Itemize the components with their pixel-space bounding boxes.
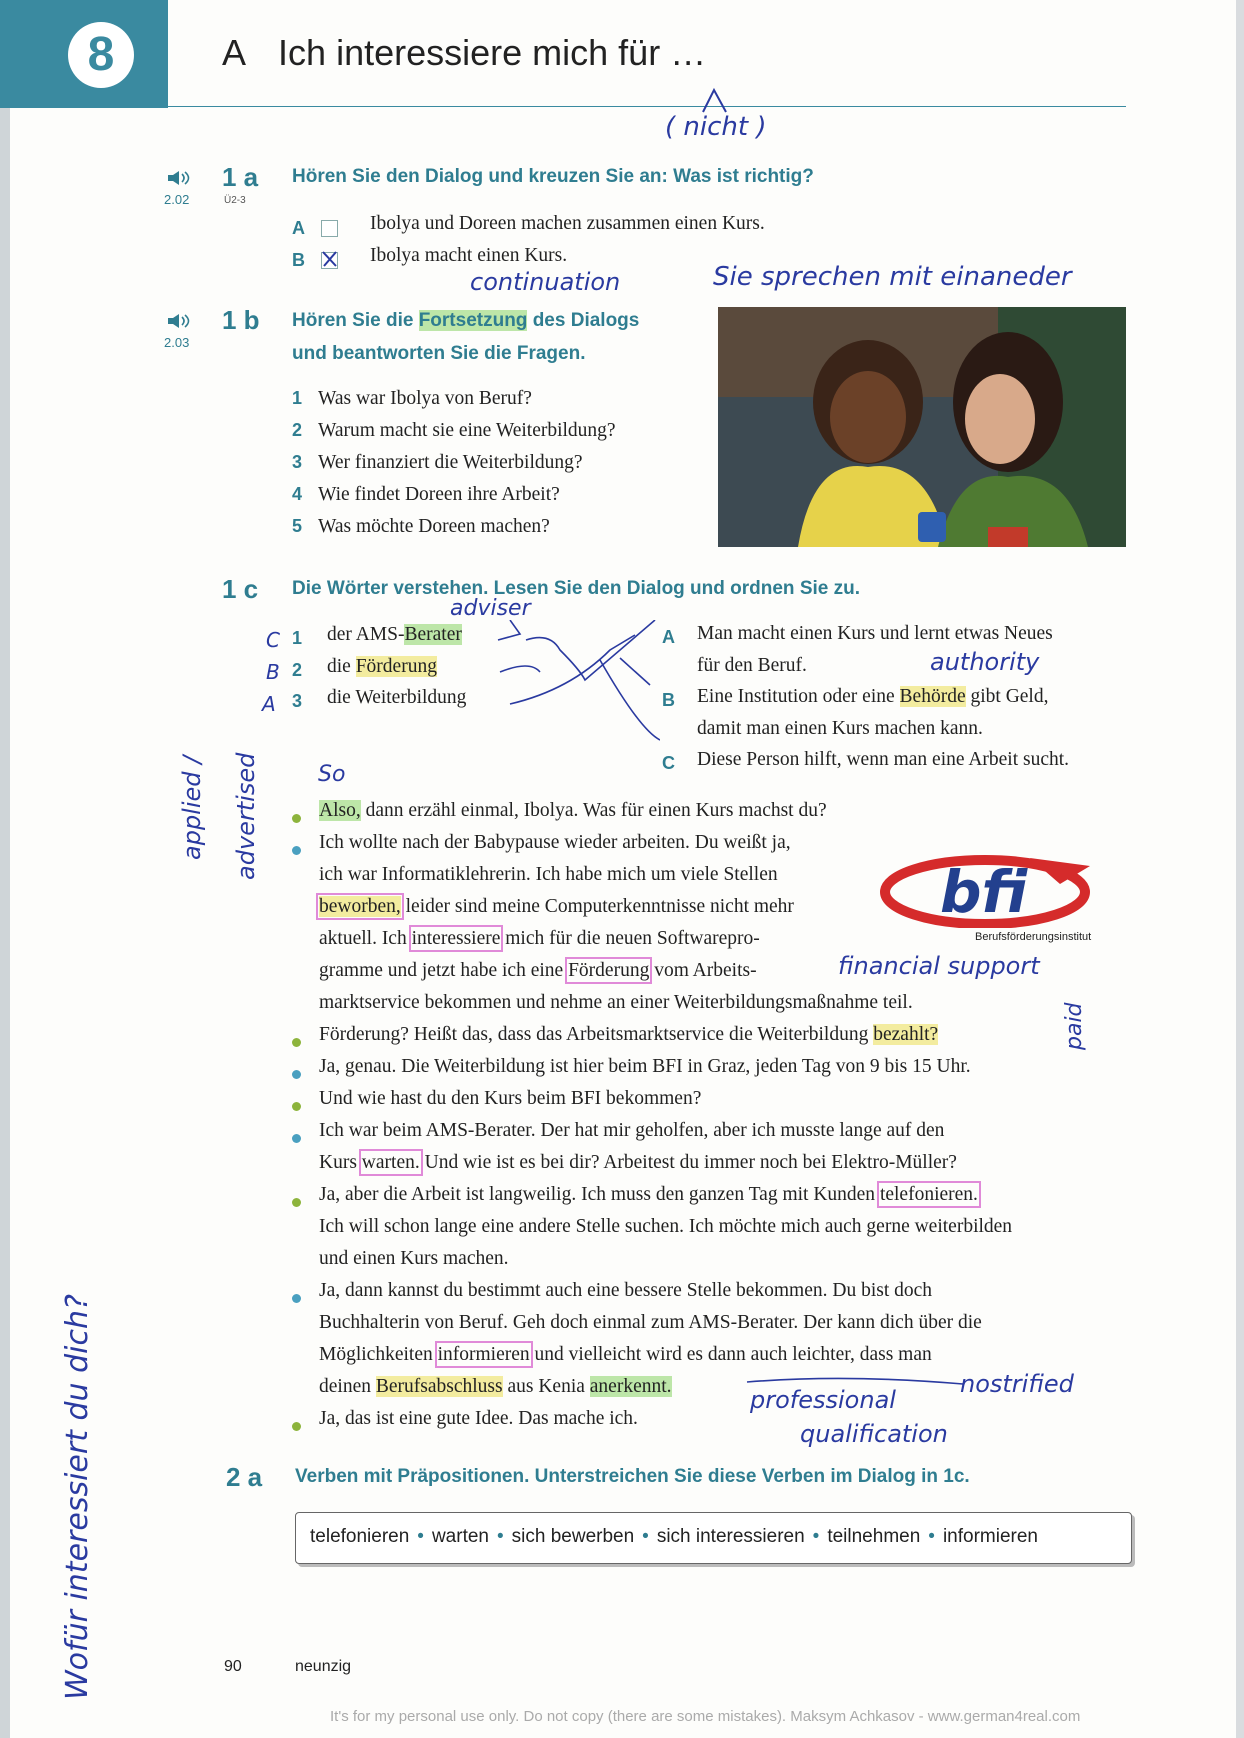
note-authority: authority: [930, 648, 1040, 676]
dialog-line: [319, 896, 794, 918]
question-item: [292, 452, 616, 484]
term-prefix: der AMS-: [327, 624, 405, 645]
dialog-text: Möglichkeiten: [319, 1344, 438, 1365]
instruction-text: Hören Sie die: [292, 310, 419, 331]
watermark: It's for my personal use only. Do not copy (there are some mistakes). Maksym Achkasov - www.german4real.com: [330, 1708, 1081, 1725]
question-number: 3: [292, 452, 303, 472]
exercise-instruction: Die Wörter verstehen. Lesen Sie den Dialog und ordnen Sie zu.: [292, 578, 860, 599]
speaker-bullet-green: [292, 1422, 301, 1431]
audio-track-number: 2.02: [164, 192, 190, 207]
bfi-logo: [880, 848, 1100, 928]
highlighted-word: bezahlt?: [873, 1024, 939, 1045]
exercise-instruction-line2: und beantworten Sie die Fragen.: [292, 343, 586, 364]
dialog-text: aus Kenia: [502, 1376, 590, 1397]
logo-letters: bfi: [940, 858, 1028, 926]
insert-caret: [700, 86, 730, 116]
highlighted-word: interessiere: [411, 928, 501, 949]
note-so: So: [318, 762, 346, 787]
verb-item: sich interessieren: [656, 1526, 805, 1547]
verb-item: teilnehmen: [827, 1526, 921, 1547]
term-number: 1: [292, 628, 303, 648]
dialog-line: [319, 1344, 932, 1366]
cross-mark-icon: [321, 250, 338, 267]
note-answer: A: [262, 692, 276, 716]
dialog-line: Ich war beim AMS-Berater. Der hat mir geholfen, aber ich musste lange auf den: [319, 1120, 945, 1141]
term-text: die Weiterbildung: [327, 687, 467, 708]
highlighted-word: Förderung: [355, 656, 437, 677]
dialog-line: und einen Kurs machen.: [319, 1248, 509, 1269]
dialog-text: Förderung? Heißt das, dass das Arbeitsmarktservice die Weiterbildung: [319, 1024, 874, 1045]
question-number: 1: [292, 388, 303, 408]
note-wofuer: Wofür interessiert du dich?: [60, 1294, 95, 1700]
note-adviser: adviser: [450, 596, 531, 621]
definition-text: für den Beruf.: [697, 655, 807, 676]
question-item: [292, 420, 616, 452]
highlighted-word: beworben,: [319, 896, 401, 917]
highlighted-word: warten.: [361, 1152, 420, 1173]
option-text: Ibolya und Doreen machen zusammen einen Kurs.: [370, 213, 765, 234]
option-text: Ibolya macht einen Kurs.: [370, 245, 568, 266]
note-advertised: advertised: [232, 752, 260, 880]
definition-text: damit man einen Kurs machen kann.: [697, 718, 983, 739]
dialog-line: ich war Informatiklehrerin. Ich habe mich um viele Stellen: [319, 864, 778, 885]
highlighted-word: telefonieren.: [879, 1184, 978, 1205]
exercise-instruction: [292, 310, 639, 332]
section-title: Ich interessiere mich für …: [278, 32, 707, 73]
question-item: [292, 388, 616, 420]
dialog-line: Ich wollte nach der Babypause wieder arbeiten. Du weißt ja,: [319, 832, 791, 853]
question-item: [292, 516, 616, 548]
dialog-line: [319, 928, 760, 950]
term-number: 3: [292, 691, 303, 711]
highlighted-word: Also,: [319, 800, 361, 821]
question-text: Was möchte Doreen machen?: [318, 516, 550, 537]
highlighted-word: Berater: [404, 624, 462, 645]
definition-letter: A: [662, 627, 675, 647]
question-number: 5: [292, 516, 303, 536]
note-continuation: continuation: [470, 268, 621, 296]
note-professional: professional: [750, 1386, 896, 1414]
verb-item: telefonieren: [310, 1526, 410, 1547]
note-nostrified: nostrified: [960, 1370, 1074, 1398]
definition-text: Man macht einen Kurs und lernt etwas Neues: [697, 623, 1053, 644]
highlighted-word: Förderung: [568, 960, 650, 981]
dialog-text: gramme und jetzt habe ich eine: [319, 960, 569, 981]
note-answer: C: [266, 628, 280, 652]
page-title: [222, 32, 706, 74]
speaker-bullet-blue: [292, 1294, 301, 1303]
page-number-word: neunzig: [295, 1658, 352, 1675]
note-financial-support: financial support: [838, 952, 1040, 980]
dialog-line: marktservice bekommen und nehme an einer Weiterbildungsmaßnahme teil.: [319, 992, 913, 1013]
dialog-text: und vielleicht wird es dann auch leichter, dass man: [529, 1344, 932, 1365]
question-item: [292, 484, 616, 516]
verb-item: sich bewerben: [511, 1526, 635, 1547]
note-sprechen: Sie sprechen mit einaneder: [713, 262, 1072, 292]
speaker-bullet-blue: [292, 846, 301, 855]
exercise-number: 1 b: [222, 305, 260, 335]
dialog-line: Ja, genau. Die Weiterbildung ist hier beim BFI in Graz, jeden Tag von 9 bis 15 Uhr.: [319, 1056, 971, 1077]
dialog-line: [319, 1376, 672, 1398]
note-nicht: ( nicht ): [665, 112, 767, 142]
photo-illustration: [718, 307, 1126, 547]
exercise-number: 2 a: [226, 1462, 263, 1492]
dialog-text: vom Arbeits-: [649, 960, 757, 981]
dialog-text: leider sind meine Computerkenntnisse nicht mehr: [400, 896, 794, 917]
audio-speaker-icon[interactable]: [166, 313, 192, 329]
dialog-text: deinen: [319, 1376, 376, 1397]
speaker-bullet-green: [292, 1198, 301, 1207]
exercise-instruction: Hören Sie den Dialog und kreuzen Sie an: Was ist richtig?: [292, 166, 814, 187]
highlighted-word: anerkennt.: [589, 1376, 672, 1397]
option-letter: A: [292, 218, 305, 238]
question-text: Was war Ibolya von Beruf?: [318, 388, 532, 409]
logo-caption: Berufsförderungsinstitut: [975, 931, 1092, 943]
photo-two-women-talking: [718, 307, 1126, 547]
definition-fragment: Eine Institution oder eine: [697, 686, 900, 707]
page-number: 90: [224, 1658, 242, 1675]
question-number: 4: [292, 484, 303, 504]
option-letter: B: [292, 250, 305, 270]
term-text: [327, 624, 462, 646]
dialog-line: Buchhalterin von Beruf. Geh doch einmal zum AMS-Berater. Der kann dich über die: [319, 1312, 982, 1333]
question-text: Warum macht sie eine Weiterbildung?: [318, 420, 616, 441]
question-text: Wie findet Doreen ihre Arbeit?: [318, 484, 560, 505]
term-number: 2: [292, 660, 303, 680]
exercise-number: 1 c: [222, 574, 259, 604]
definition-fragment: gibt Geld,: [965, 686, 1049, 707]
question-list: [292, 388, 616, 548]
definition-letter: B: [662, 690, 675, 710]
section-letter: A: [222, 32, 245, 73]
dialog-text: mich für die neuen Softwarepro-: [500, 928, 760, 949]
definition-text: [697, 686, 1048, 708]
matching-lines: [490, 620, 660, 760]
option-checkbox[interactable]: [321, 220, 338, 237]
dialog-line: [319, 1152, 957, 1174]
dialog-line: Ja, das ist eine gute Idee. Das mache ich.: [319, 1408, 638, 1429]
definition-letter: C: [662, 753, 675, 773]
dialog-line: Und wie hast du den Kurs beim BFI bekommen?: [319, 1088, 702, 1109]
highlighted-word: informieren: [437, 1344, 530, 1365]
highlighted-word: Behörde: [899, 686, 966, 707]
exercise-number: 1 a: [222, 162, 259, 192]
workbook-reference: Ü2-3: [224, 195, 246, 206]
audio-speaker-icon[interactable]: [166, 170, 192, 186]
note-answer: B: [266, 660, 280, 684]
note-qualification: qualification: [800, 1420, 948, 1448]
dialog-text: Kurs: [319, 1152, 362, 1173]
dialog-line: Ja, dann kannst du bestimmt auch eine bessere Stelle bekommen. Du bist doch: [319, 1280, 933, 1301]
note-applied: applied /: [178, 755, 206, 860]
dialog-text: dann erzähl einmal, Ibolya. Was für einen Kurs machst du?: [360, 800, 827, 821]
audio-track-number: 2.03: [164, 335, 190, 350]
note-paid: paid: [1062, 1002, 1087, 1050]
dialog-text: Ja, aber die Arbeit ist langweilig. Ich muss den ganzen Tag mit Kunden: [319, 1184, 880, 1205]
verb-item: informieren: [942, 1526, 1038, 1547]
option-checkbox-checked[interactable]: [321, 252, 338, 269]
highlighted-word: Berufsabschluss: [375, 1376, 503, 1397]
exercise-instruction: Verben mit Präpositionen. Unterstreichen Sie diese Verben im Dialog in 1c.: [295, 1466, 970, 1487]
term-text: [327, 656, 437, 678]
verb-item: warten: [431, 1526, 489, 1547]
question-number: 2: [292, 420, 303, 440]
dialog-line: Ich will schon lange eine andere Stelle suchen. Ich möchte mich auch gerne weiterbilden: [319, 1216, 1013, 1237]
instruction-text: des Dialogs: [527, 310, 640, 331]
dialog-line: [319, 1184, 978, 1206]
dialog-text: Und wie ist es bei dir? Arbeitest du immer noch bei Elektro-Müller?: [419, 1152, 957, 1173]
dialog-text: aktuell. Ich: [319, 928, 412, 949]
dialog-line: [319, 800, 827, 822]
speaker-bullet-blue: [292, 1134, 301, 1143]
question-text: Wer finanziert die Weiterbildung?: [318, 452, 583, 473]
dialog-line: [319, 960, 757, 982]
speaker-bullet-green: [292, 1102, 301, 1111]
page-right-edge: [1236, 0, 1244, 1738]
speaker-bullet-green: [292, 1038, 301, 1047]
verb-list: telefonieren • warten • sich bewerben • sich interessieren • teilnehmen • informieren: [310, 1526, 1038, 1547]
definition-text: Diese Person hilft, wenn man eine Arbeit sucht.: [697, 749, 1070, 770]
dialog-line: [319, 1024, 938, 1046]
highlighted-word: Fortsetzung: [418, 310, 528, 331]
page-binding-edge: [0, 108, 10, 1738]
speaker-bullet-blue: [292, 1070, 301, 1079]
title-rule: [168, 106, 1126, 107]
speaker-bullet-green: [292, 814, 301, 823]
term-prefix: die: [327, 656, 356, 677]
chapter-number: 8: [68, 22, 134, 88]
